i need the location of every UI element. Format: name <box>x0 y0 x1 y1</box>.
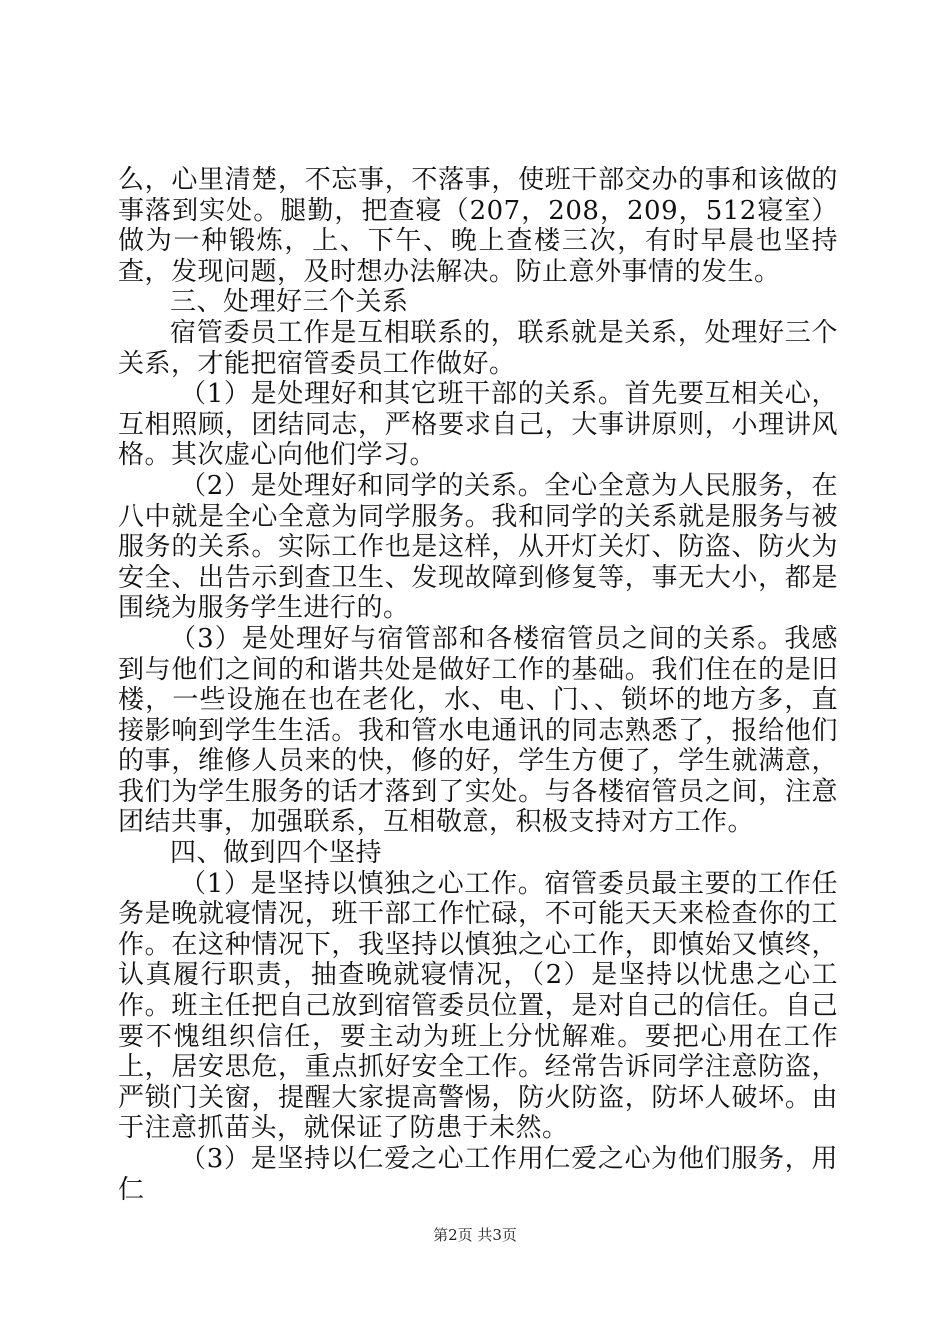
paragraph-relations-intro: 宿管委员工作是互相联系的，联系就是关系，处理好三个关系，才能把宿管委员工作做好。 <box>118 317 838 379</box>
paragraph-continuation: 么，心里清楚，不忘事，不落事，使班干部交办的事和该做的事落到实处。腿勤，把查寝（207，208，209，512寝室）做为一种锻炼，上、下午、晚上查楼三次，有时早晨也坚持查，发现问题，及时想办法解决。防止意外事情的发生。 <box>118 165 838 287</box>
paragraph-persistence-3: （3）是坚持以仁爱之心工作用仁爱之心为他们服务，用仁 <box>118 1144 838 1205</box>
paragraph-relation-1: （1）是处理好和其它班干部的关系。首先要互相关心，互相照顾，团结同志，严格要求自己，大事讲原则，小理讲风格。其次虚心向他们学习。 <box>118 379 838 471</box>
paragraph-relation-2: （2）是处理好和同学的关系。全心全意为人民服务，在八中就是全心全意为同学服务。我和同学的关系就是服务与被服务的关系。实际工作也是这样，从开灯关灯、防盗、防火为安全、出告示到查卫生、发现故障到修复等，事无大小，都是围绕为服务学生进行的。 <box>118 470 838 624</box>
section-heading-four-persistence: 四、做到四个坚持 <box>170 838 383 869</box>
section-heading-three-relations: 三、处理好三个关系 <box>170 287 409 318</box>
page-footer: 第2页 共3页 <box>433 1226 517 1244</box>
paragraph-persistence-1-2: （1）是坚持以慎独之心工作。宿管委员最主要的工作任务是晚就寝情况，班干部工作忙碌，不可能天天来检查你的工作。在这种情况下，我坚持以慎独之心工作，即慎始又慎终，认真履行职责，抽查晚就寝情况，（2）是坚持以忧患之心工作。班主任把自己放到宿管委员位置，是对自己的信任。自己要不愧组织信任，要主动为班上分忧解难。要把心用在工作上，居安思危，重点抓好安全工作。经常告诉同学注意防盗，严锁门关窗，提醒大家提高警惕，防火防盗，防坏人破坏。由于注意抓苗头，就保证了防患于未然。 <box>118 868 838 1144</box>
document-body <box>118 165 838 1205</box>
paragraph-relation-3: （3）是处理好与宿管部和各楼宿管员之间的关系。我感到与他们之间的和谐共处是做好工作的基础。我们住在的是旧楼，一些设施在也在老化，水、电、门、、锁坏的地方多，直接影响到学生生活。我和管水电通讯的同志熟悉了，报给他们的事，维修人员来的快，修的好，学生方便了，学生就满意，我们为学生服务的话才落到了实处。与各楼宿管员之间，注意团结共事，加强联系，互相敬意，积极支持对方工作。 <box>118 623 838 838</box>
